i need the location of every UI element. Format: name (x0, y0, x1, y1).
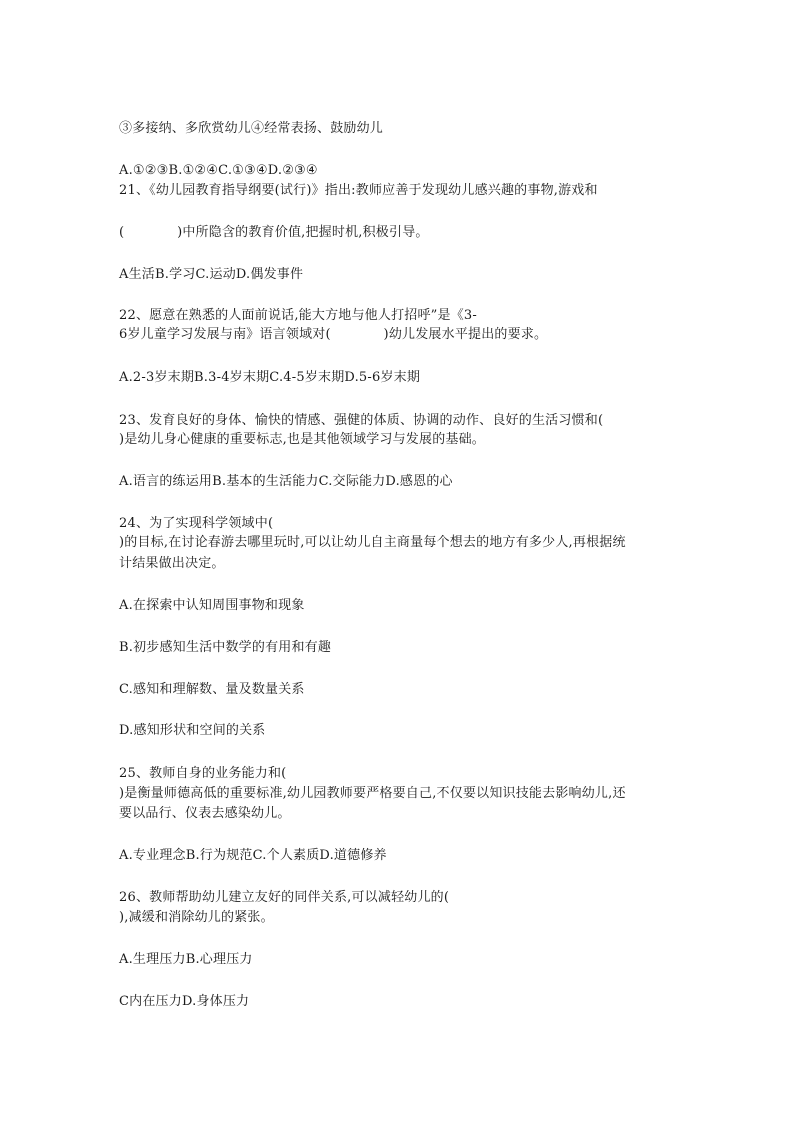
question-23-line-1: 23、发育良好的身体、愉快的情感、强健的体质、协调的动作、良好的生活习惯和( (119, 413, 604, 428)
question-25-line-2: )是衡量师德高低的重要标准,幼儿园教师要严格要自己,不仅要以知识技能去影响幼儿,还 (119, 786, 626, 801)
answer-option-24-d: D.感知形状和空间的关系 (119, 723, 266, 738)
answer-options-22: A.2-3岁末期B.3-4岁末期C.4-5岁末期D.5-6岁末期 (119, 370, 421, 385)
answer-options-26-c-d: C内在压力D.身体压力 (119, 994, 250, 1009)
answer-option-24-b: B.初步感知生活中数学的有用和有趣 (119, 640, 332, 655)
question-21-line-2: ( )中所隐含的教育价值,把握时机,积极引导。 (119, 225, 429, 240)
answer-options-26-a-b: A.生理压力B.心理压力 (119, 952, 253, 967)
question-24-line-3: 计结果做出决定。 (119, 556, 225, 571)
question-25-line-1: 25、教师自身的业务能力和( (119, 766, 287, 781)
question-22-line-1: 22、愿意在熟悉的人面前说话,能大方地与他人打招呼”是《3- (119, 308, 477, 323)
question-24-line-1: 24、为了实现科学领域中( (119, 516, 274, 531)
answer-options-20: A.①②③B.①②④C.①③④D.②③④ (119, 163, 318, 178)
question-26-line-2: ),减缓和消除幼儿的紧张。 (119, 910, 274, 925)
answer-option-24-a: A.在探索中认知周围事物和现象 (119, 598, 305, 613)
answer-options-21: A生活B.学习C.运动D.偶发事件 (119, 267, 304, 282)
answer-options-23: A.语言的练运用B.基本的生活能力C.交际能力D.感恩的心 (119, 474, 453, 489)
question-25-line-3: 要以品行、仪表去感染幼儿。 (119, 806, 291, 821)
answer-options-25: A.专业理念B.行为规范C.个人素质D.道德修养 (119, 848, 387, 863)
answer-option-24-c: C.感知和理解数、量及数量关系 (119, 682, 305, 697)
question-24-line-2: )的目标,在讨论春游去哪里玩时,可以让幼儿自主商量每个想去的地方有多少人,再根据统 (119, 535, 626, 550)
question-22-line-2: 6岁儿童学习发展与南》语言领域对( )幼儿发展水平提出的要求。 (119, 327, 548, 342)
question-26-line-1: 26、教师帮助幼儿建立友好的同伴关系,可以减轻幼儿的( (119, 890, 450, 905)
question-23-line-2: )是幼儿身心健康的重要标志,也是其他领域学习与发展的基础。 (119, 432, 486, 447)
text-line-option-3-4: ③多接纳、多欣赏幼儿④经常表扬、鼓励幼儿 (119, 121, 384, 136)
question-21-line-1: 21、《幼儿园教育指导纲要(试行)》指出:教师应善于发现幼儿感兴趣的事物,游戏和 (119, 183, 598, 198)
